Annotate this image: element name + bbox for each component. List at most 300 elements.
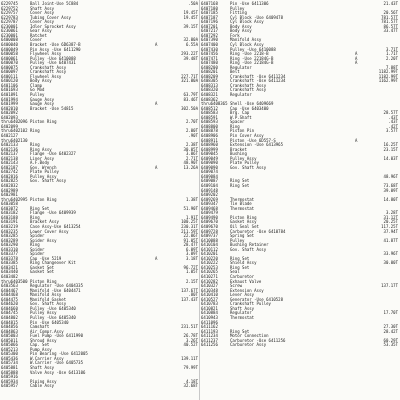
part-price: 39.09T [383,187,398,193]
part-number: 6404475 [1,296,18,302]
part-description: Bushing [230,151,247,157]
part-description: Cyl Block Assy [230,19,264,25]
part-number: 6408201 [201,69,218,75]
part-description: Crankshaft Assy [30,64,67,70]
part-price: 781.57T [381,14,398,20]
part-number: 6407187 [201,14,218,20]
part-description: Pin -Use 6411306 [230,1,269,6]
part-number: thru6402096 [1,119,28,125]
part-price: 1182.99T [378,69,398,75]
part-description: Gov. Shaft Assy [230,164,267,170]
part-number: 6405436 [1,355,18,361]
part-number: thru6402130 [1,137,28,143]
part-number: 6411234 [201,333,218,339]
part-description: Piston -Use 6D557-S [230,137,276,143]
part-description: Manifold -Use 6404471 [30,287,81,293]
part-description: Generator -Use 6410528 [230,296,283,302]
part-number: 6404468 [1,292,18,298]
part-price: 3.18T [185,255,198,261]
part-number: 6403290 [1,242,18,248]
qualifier: A [155,255,158,261]
parts-column-right [200,0,400,400]
part-number: 6409737 [201,233,218,239]
part-description: Regulator [230,64,252,70]
qualifier: A [355,137,358,143]
part-description: Ring Set [230,183,250,188]
part-number: 6409090 [201,160,218,166]
part-description: Ring Set [30,205,50,211]
part-price: 39.48T [183,55,198,61]
part-number: 6407201 [201,23,218,29]
part-description: Carburetor -Use 6411256 [230,337,286,343]
part-description: Plate Pulley [30,169,59,175]
part-number: 6407168 [201,1,218,6]
part-price: 30.05T [183,146,198,152]
part-number: 6410253 [201,264,218,270]
part-description: Pin Cover Assy [230,132,264,138]
part-description: Pump Assy [30,346,52,352]
part-number: 6403385 [1,260,18,266]
part-description: Shaft Assy [230,305,255,311]
part-number: 6405213 [1,346,18,352]
part-price: 19.45T [183,14,198,20]
part-description: Gasket Assy [230,219,257,225]
part-description: Shroud Assy [30,337,57,343]
part-number: 6404802 [1,314,18,320]
part-description: Brg. Cap [230,110,250,116]
part-price: 6.55A [185,41,198,47]
part-description: Carburetor Assy [230,342,267,348]
part-number: 6407217 [201,28,218,34]
part-price: 14.03T [383,155,398,161]
part-number: 6403219 [1,223,18,229]
part-number: 6403482 [1,274,18,279]
part-description: Idler Sprocket Assy [30,23,76,29]
part-number: 6403188 [1,214,18,220]
part-number: 6402989 [1,187,18,193]
part-price: 230.31T [181,223,198,229]
part-description: Camshaft [30,324,50,330]
part-description: Crankshaft Assy [230,87,267,93]
part-number: 6402127 [1,132,18,138]
part-description: Cover Assy [30,10,55,16]
part-price: 20.25T [383,219,398,225]
part-description: Ring -Use 22184G-B [230,60,274,66]
part-price: 40.52T [183,342,198,348]
part-description: Ring Set [230,178,250,184]
part-description: Regulator [230,92,252,97]
part-description: Ring Set [230,255,250,261]
part-number: 6400075 [1,64,18,70]
part-price: 83.46T [183,96,198,102]
part-description: W.P.Shaft [230,114,252,120]
part-number: 6408999 [201,146,218,152]
part-description: Regulator [230,310,252,316]
part-number: 6404815 [1,319,18,325]
part-number: 6400008 [1,37,18,43]
part-number: 6408305 [201,78,218,84]
part-number: 6409202 [201,192,218,198]
part-description: Valve Assy -Use 6413106 [30,369,86,375]
part-number: 6400120 [1,78,18,84]
part-number: 6402816 [1,173,18,179]
part-number: 6410220 [201,255,218,261]
part-description: Tubing Cover Assy [30,14,71,20]
part-price: 41.87T [383,237,398,243]
part-price: 20.56T [383,10,398,16]
part-description: Cover [30,37,43,43]
part-description: Cover Assy [30,19,55,25]
part-price: 139.11T [181,355,198,361]
part-number: 6403563 [1,283,18,289]
part-price: 51.90T [183,205,198,211]
part-description: Gauge Assy [30,101,55,107]
part-number: 6408320 [201,87,218,93]
part-number: 6405734 [1,360,18,366]
part-description: Ring -Use 22184G-B [230,55,274,61]
part-number: 6405066 [1,342,18,348]
part-price: 39.15T [183,23,198,29]
part-number: 6400111 [1,73,18,79]
part-number: 6400040 [1,41,18,47]
part-description: Pin Bearing -Use 6412005 [30,351,88,357]
part-description: W.Carrier -Use 6405735 [30,360,83,366]
part-number: 6402143 [1,160,18,166]
part-description: Cyl Block -Use 6409478 [230,14,283,20]
part-number: 6401999 [1,101,18,107]
part-number: 6411162 [201,324,218,330]
part-number: 6408911 [201,137,218,143]
part-number: 6405881 [1,365,18,370]
part-number: 6402138 [1,155,18,161]
part-number: 6410112 [201,246,218,252]
part-number: 6410088 [201,237,218,243]
part-number: 6230061 [1,28,18,34]
qualifier: A [355,55,358,61]
part-price: 79.99T [183,365,198,370]
parts-row [0,383,200,388]
part-number: 6404660 [1,305,18,311]
part-number: 6404745 [1,310,18,316]
part-price: 3.71T [385,46,398,52]
part-price: 73.68T [383,183,398,188]
part-description: Cyl Block Assy [230,41,264,47]
part-price: 3.06T [185,151,198,157]
part-price: 302.50A [181,105,198,111]
part-description: Ball Joint-Use 5C884 [30,1,79,6]
part-number: 6408878 [201,128,218,134]
part-number: 6402133 [1,142,18,148]
part-description: Body Assy [30,78,52,84]
part-price: 3.57T [385,128,398,134]
part-number: 6400058 [1,51,18,57]
part-description: Clamp [30,82,43,88]
part-price: 48.90T [183,160,198,166]
part-description: Manifold Assy [30,292,62,298]
part-number: 6407430 [201,46,218,52]
part-description: Flywheel Assy [30,51,62,57]
part-description: Case Assy-Use 6413254 [30,223,81,229]
part-number: 6404467 [1,287,18,293]
part-price: 2.38T [185,142,198,148]
part-number: 6405888 [1,369,18,375]
part-number: 6400097 [1,69,18,75]
part-description: Spacer [230,119,245,125]
part-price: 1.05T [185,269,198,275]
part-number: 6408200 [201,64,218,70]
part-description: Ring [30,242,40,248]
part-description: Cap -Use 5219 [30,255,62,261]
part-description: Ring [30,142,40,148]
part-description: Liner Assy [30,155,55,161]
part-description: Crankshaft -Use 6411234 [230,78,286,84]
part-number: 6403191 [1,219,18,225]
part-number: 6409084 [201,173,218,179]
part-description: Air Compr.Assy [30,328,64,334]
part-price: 2.71T [185,155,198,161]
part-description: Flange -Use 6402327 [30,151,76,157]
part-number: 6410527 [201,296,218,302]
part-number: 6404856 [1,324,18,330]
part-price: .42T [388,123,398,129]
part-description: Gasket Set [30,269,55,275]
part-description: Extension -Use 6413965 [230,142,283,148]
part-number: 6410327 [201,283,218,289]
part-number: 6409479 [201,210,218,216]
part-description: Pulley -Use 6410088 [230,46,276,52]
part-description: Screw [230,283,243,289]
part-price: 781.57T [381,19,398,25]
part-description: Crankshaft Pulley [230,301,271,307]
part-price: 227.71T [181,73,198,79]
part-number: 6402832 [1,183,18,188]
part-number: 6410348 [201,287,218,293]
part-number: 6409148 [201,187,218,193]
part-description: Cap. Set [30,342,50,348]
part-description: Piston Ring [30,196,57,202]
part-price: .90T [188,132,198,138]
part-description: Bushing Retainer [230,242,269,248]
part-number: 6407400 [201,41,218,47]
part-number: 6403289 [1,237,18,243]
part-number: 6401693 [1,87,18,93]
part-description: Manifold Gasket [30,296,67,302]
part-number: 6403378 [1,255,18,261]
part-description: Shell -Use 6409669 [230,101,274,107]
part-description: Carburetor -Use 6410784 [230,228,286,234]
part-number: 6403440 [1,269,18,275]
part-number: 6409728 [201,228,218,234]
part-number: thru6402102 [1,128,28,134]
part-price: 16.25T [383,142,398,148]
part-number: 6402093 [1,114,18,120]
part-number: 6403377 [1,251,18,257]
part-price: 2.00T [185,128,198,134]
part-number: 6402137 [1,151,18,157]
part-price: 2.15T [185,278,198,284]
part-price: 28.47T [183,242,198,248]
parts-row [200,342,400,347]
part-description: Seal [230,269,240,275]
part-description: Body Assy [230,28,252,34]
part-description: Cap -Use 6403400 [230,105,269,111]
part-number: 6409087 [201,178,218,184]
part-description: Pulley [230,237,245,243]
part-number: 6410410 [201,292,218,298]
part-description: Go Mod [30,87,45,93]
part-description: Gear Assy [30,28,52,34]
part-description: Body Assy [230,23,252,29]
part-number: 6230001 [1,32,18,38]
part-number: 6403310 [1,246,18,252]
part-number: 6410201 [201,251,218,257]
part-price: 19.45T [183,10,198,16]
part-description: Ring Assy [30,146,52,152]
part-description: Gauge Assy [30,96,55,102]
part-number: 6410783 [201,301,218,307]
part-description: Piston Ring [230,214,257,220]
part-number: 6411193 [201,328,218,334]
part-price: .43T [388,114,398,120]
part-number: 6405003 [1,333,18,339]
part-number: 6408591 [201,114,218,120]
part-description: Ring Set [230,264,250,270]
part-price: .43T [388,119,398,125]
part-price: 3.26T [185,337,198,343]
part-number: 6408800 [201,123,218,129]
part-number: 6410821 [201,305,218,311]
part-number: 6403072 [1,205,18,211]
part-price: .80T [188,292,198,298]
part-description: Piping Assy [30,378,57,384]
part-description: Spider Assy [30,237,57,243]
part-number: 6408321 [201,92,218,97]
part-description: Ratchet [30,32,47,38]
part-number: 6408209 [201,73,218,79]
qualifier: A [355,60,358,66]
part-description: Shaft Assy [30,5,55,11]
part-description: Fitting [230,10,247,16]
part-price: 2.20T [385,55,398,61]
qualifier: A [155,164,158,170]
part-description: Belt [230,69,240,75]
part-number: 6411256 [201,342,218,348]
part-number: 6410104 [201,242,218,248]
part-price: 96.72T [183,264,198,270]
part-description: Pulley Assy [30,310,57,316]
part-description: Fork [230,32,240,38]
part-description: Shaft Assy [30,365,55,370]
part-number: 6229783 [1,14,18,20]
part-price: 13.26A [183,164,198,170]
part-price: 3.09T [185,251,198,257]
part-number: 6408362 [201,96,218,102]
part-description: A.F.Body [30,160,50,166]
part-price: 7.88T [385,64,398,70]
part-number: 6403182 [1,210,18,216]
part-number: 6407471 [201,55,218,61]
part-price: 137.43T [181,296,198,302]
part-price: 48.96T [383,173,398,179]
part-number: 6403058 [1,201,18,207]
part-description: Piston Ring [30,278,57,284]
part-number: 6408512 [201,105,218,111]
part-number: 6409670 [201,219,218,225]
part-description: Gov. Wrench [30,164,57,170]
part-description: Thermostat [230,196,255,202]
part-number: 6402092 [1,110,18,116]
part-number: 6405300 [1,351,18,357]
part-description: Gov. Shaft Assy [30,301,67,307]
part-price: 53.35T [383,342,398,348]
part-number: 6407196 [201,19,218,25]
part-number: 6402742 [1,169,18,175]
part-price: 28.57T [383,110,398,116]
part-number: 6408960 [201,142,218,148]
part-number: 6403421 [1,264,18,270]
part-price: 17.70T [383,310,398,316]
part-number: 6402099 [1,123,18,129]
part-description: Spider [30,251,45,257]
part-price: 100.25T [181,219,198,225]
part-price: 231.51T [181,324,198,330]
part-number: 6407456 [201,51,218,57]
part-description: Manifold Assy [230,37,262,43]
part-number: 6405957 [1,383,18,389]
part-description: Piston Ring [30,119,57,125]
part-number: 6401994 [1,96,18,102]
part-description: Cable Assy [30,383,55,389]
part-price: 33.96T [383,251,398,257]
part-price: 60.29T [383,337,398,343]
part-description: Pulley -Use 6405340 [30,314,76,320]
part-description: Exhaust Valve [230,278,262,284]
part-description: Motor Connection [230,333,269,339]
part-description: Crankshaft Assy [230,82,267,88]
part-price: 1182.99T [378,73,398,79]
part-price: 27.30T [383,324,398,330]
part-description: Pin -Use 6405340 [30,319,69,325]
part-number: 6404620 [1,301,18,307]
part-price: 1.91T [185,214,198,220]
part-price: 23.15T [383,146,398,152]
part-number: 6409490 [201,214,218,220]
part-number: 6408906 [201,132,218,138]
part-description: Lever Assy [230,292,255,298]
part-description: Fuel Pump -Use 6411990 [30,333,83,339]
part-price: 26.78T [183,333,198,339]
part-number: 6407390 [201,37,218,43]
part-price: 1.38T [185,196,198,202]
part-number: 6409670 [201,223,218,229]
part-price: 211.59T [181,228,198,234]
part-number: 6405934 [1,378,18,384]
part-number: 6230001 [1,23,18,29]
part-number: 6401891 [1,92,18,97]
part-number: 6229752 [1,5,18,11]
part-description: Crankshaft -Use 6411234 [230,73,286,79]
part-price: .50A [188,1,198,6]
part-description: Flange -Use 6409939 [30,210,76,216]
part-number: 6405011 [1,337,18,343]
part-price: 14.80T [383,196,398,202]
part-description: Spider [30,233,45,239]
part-number: 6229745 [1,1,18,6]
part-description: Pulley [30,92,45,97]
part-description: Shield Assy [230,260,257,266]
part-number: 6402981 [1,192,18,198]
part-number: 6410222 [201,260,218,266]
